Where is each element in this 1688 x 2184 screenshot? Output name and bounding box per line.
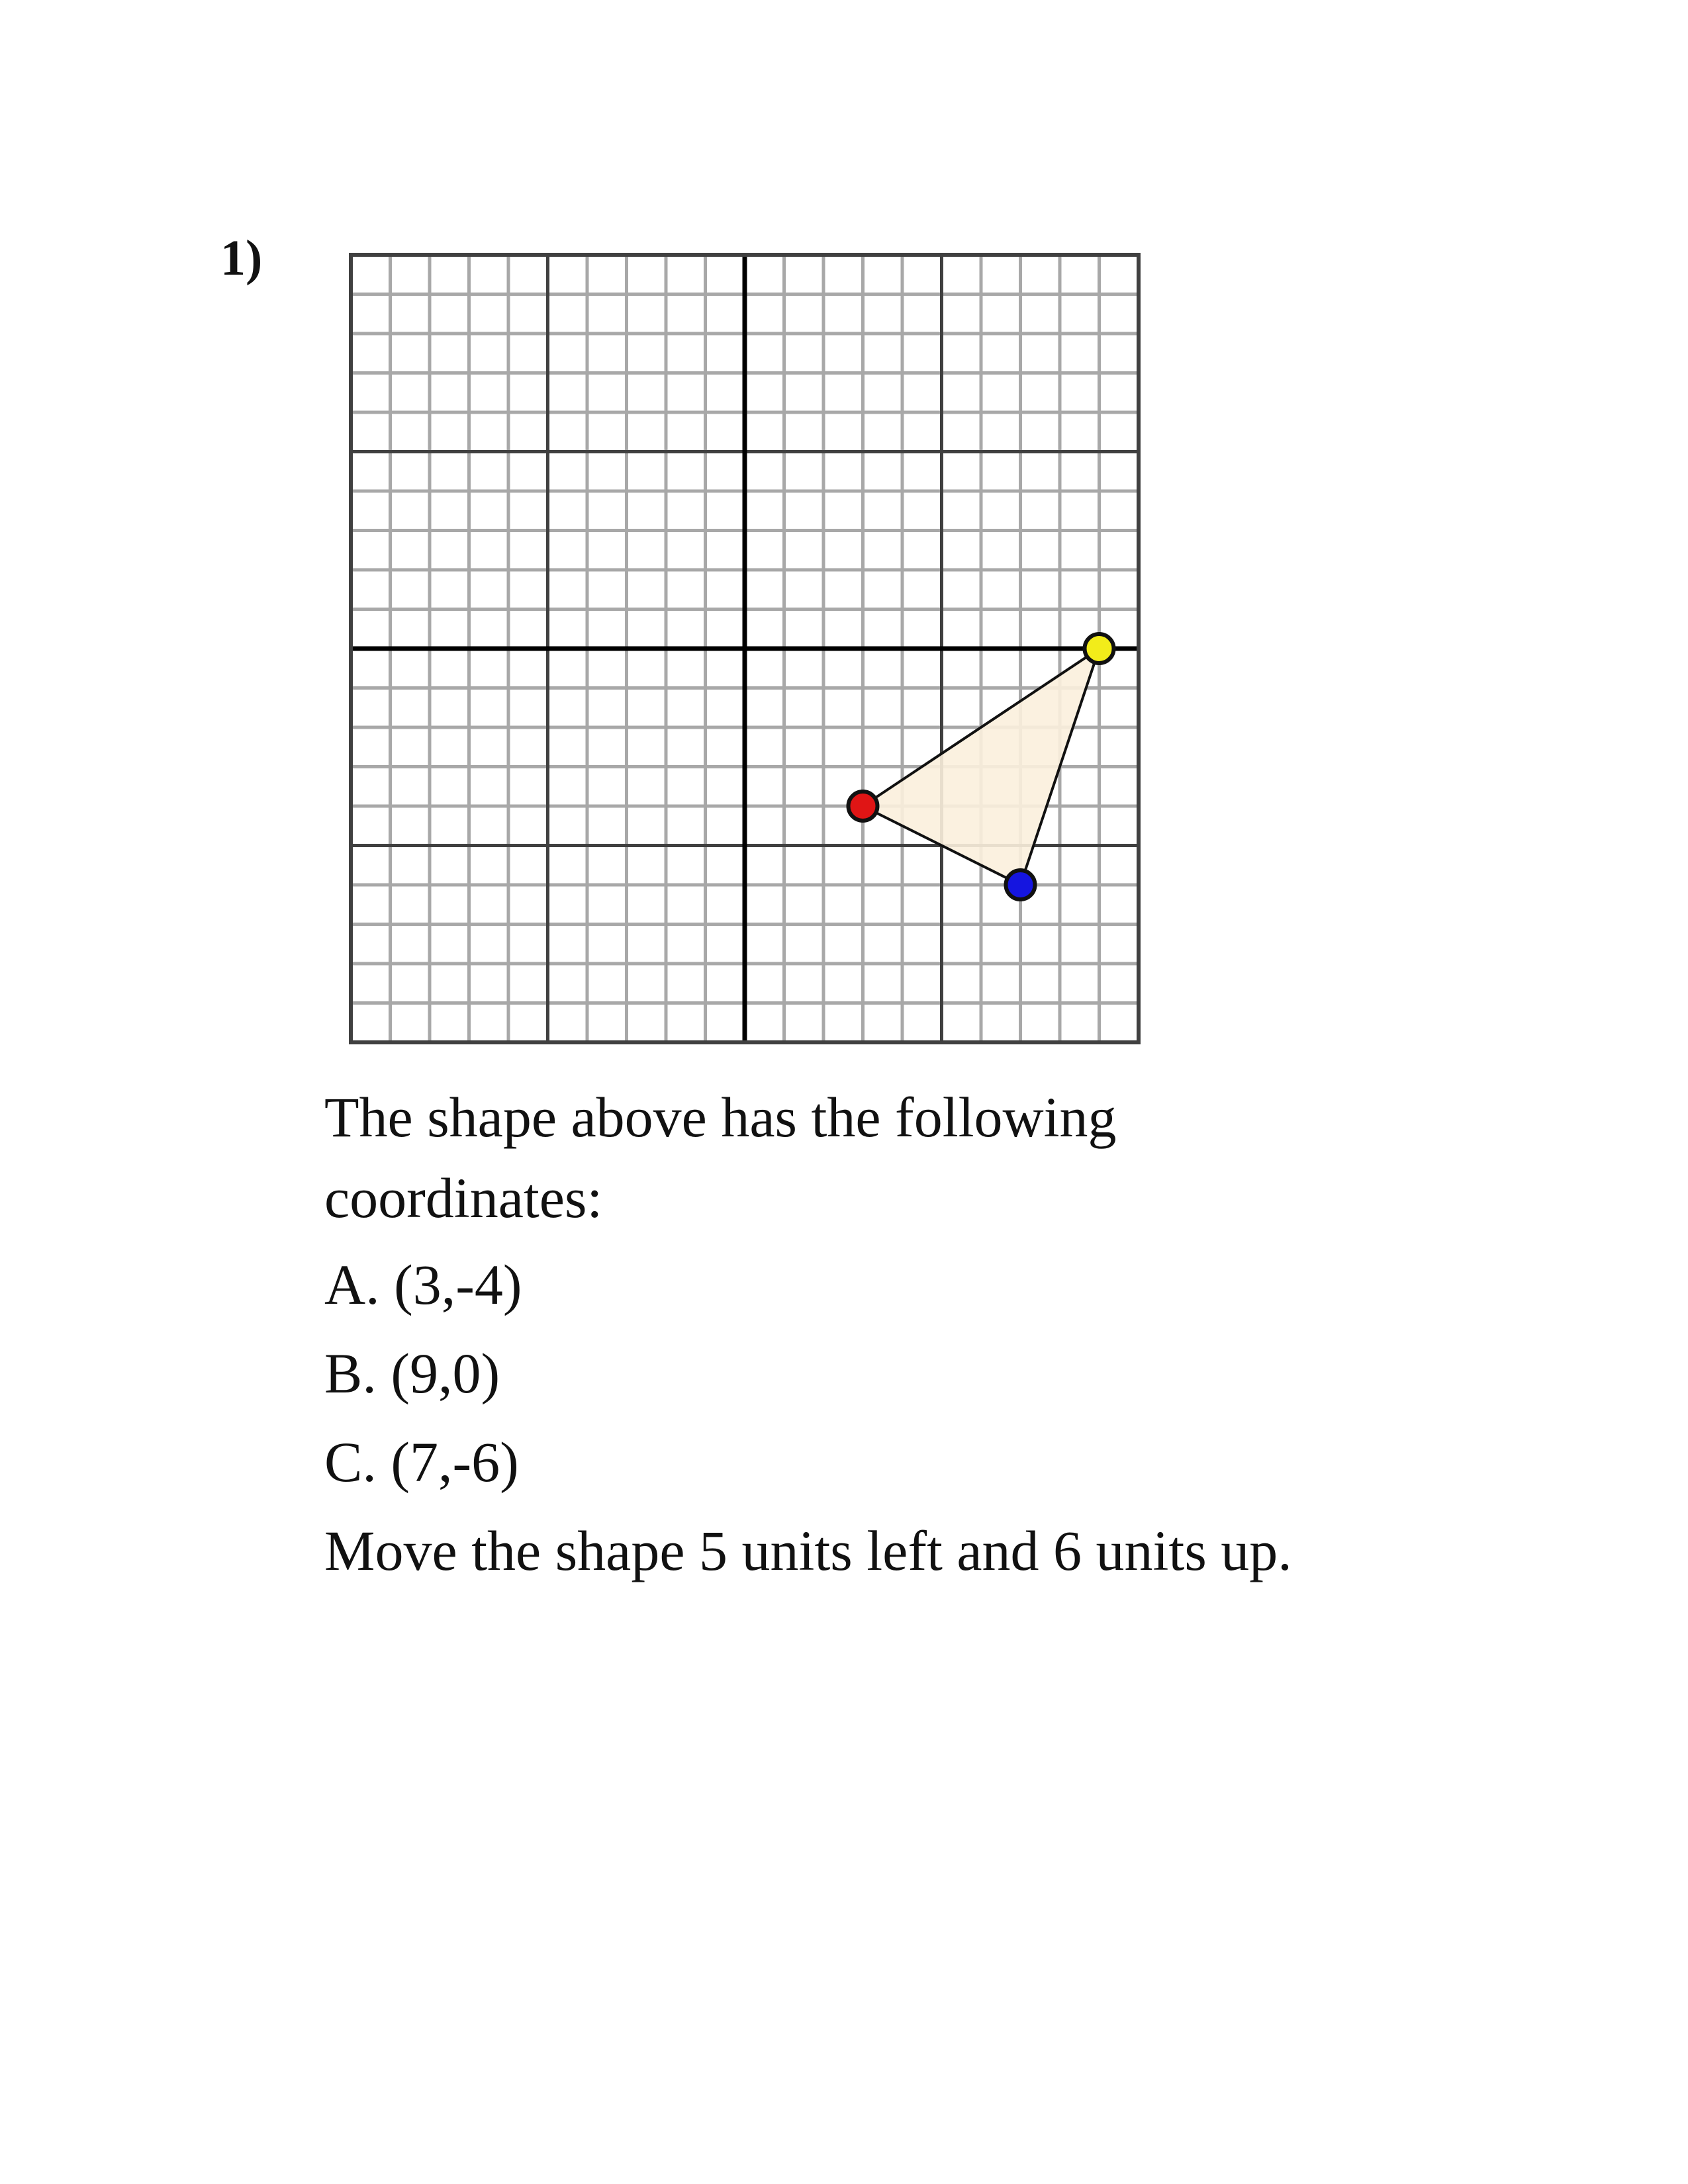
coordinate-b: B. (9,0) (324, 1342, 500, 1405)
coordinate-c: C. (7,-6) (324, 1430, 519, 1494)
coordinate-grid-svg (331, 235, 1158, 1062)
vertex-a (849, 792, 878, 821)
instruction: Move the shape 5 units left and 6 units up. (324, 1519, 1292, 1582)
coordinate-a: A. (3,-4) (324, 1253, 522, 1316)
question-number: 1) (220, 230, 263, 286)
coordinate-grid (331, 235, 1158, 1062)
vertex-b (1085, 634, 1114, 663)
prompt-line-1: The shape above has the following (324, 1085, 1117, 1149)
question-text (324, 1085, 1549, 1582)
prompt-line-2: coordinates: (324, 1166, 603, 1230)
vertex-c (1006, 870, 1035, 899)
